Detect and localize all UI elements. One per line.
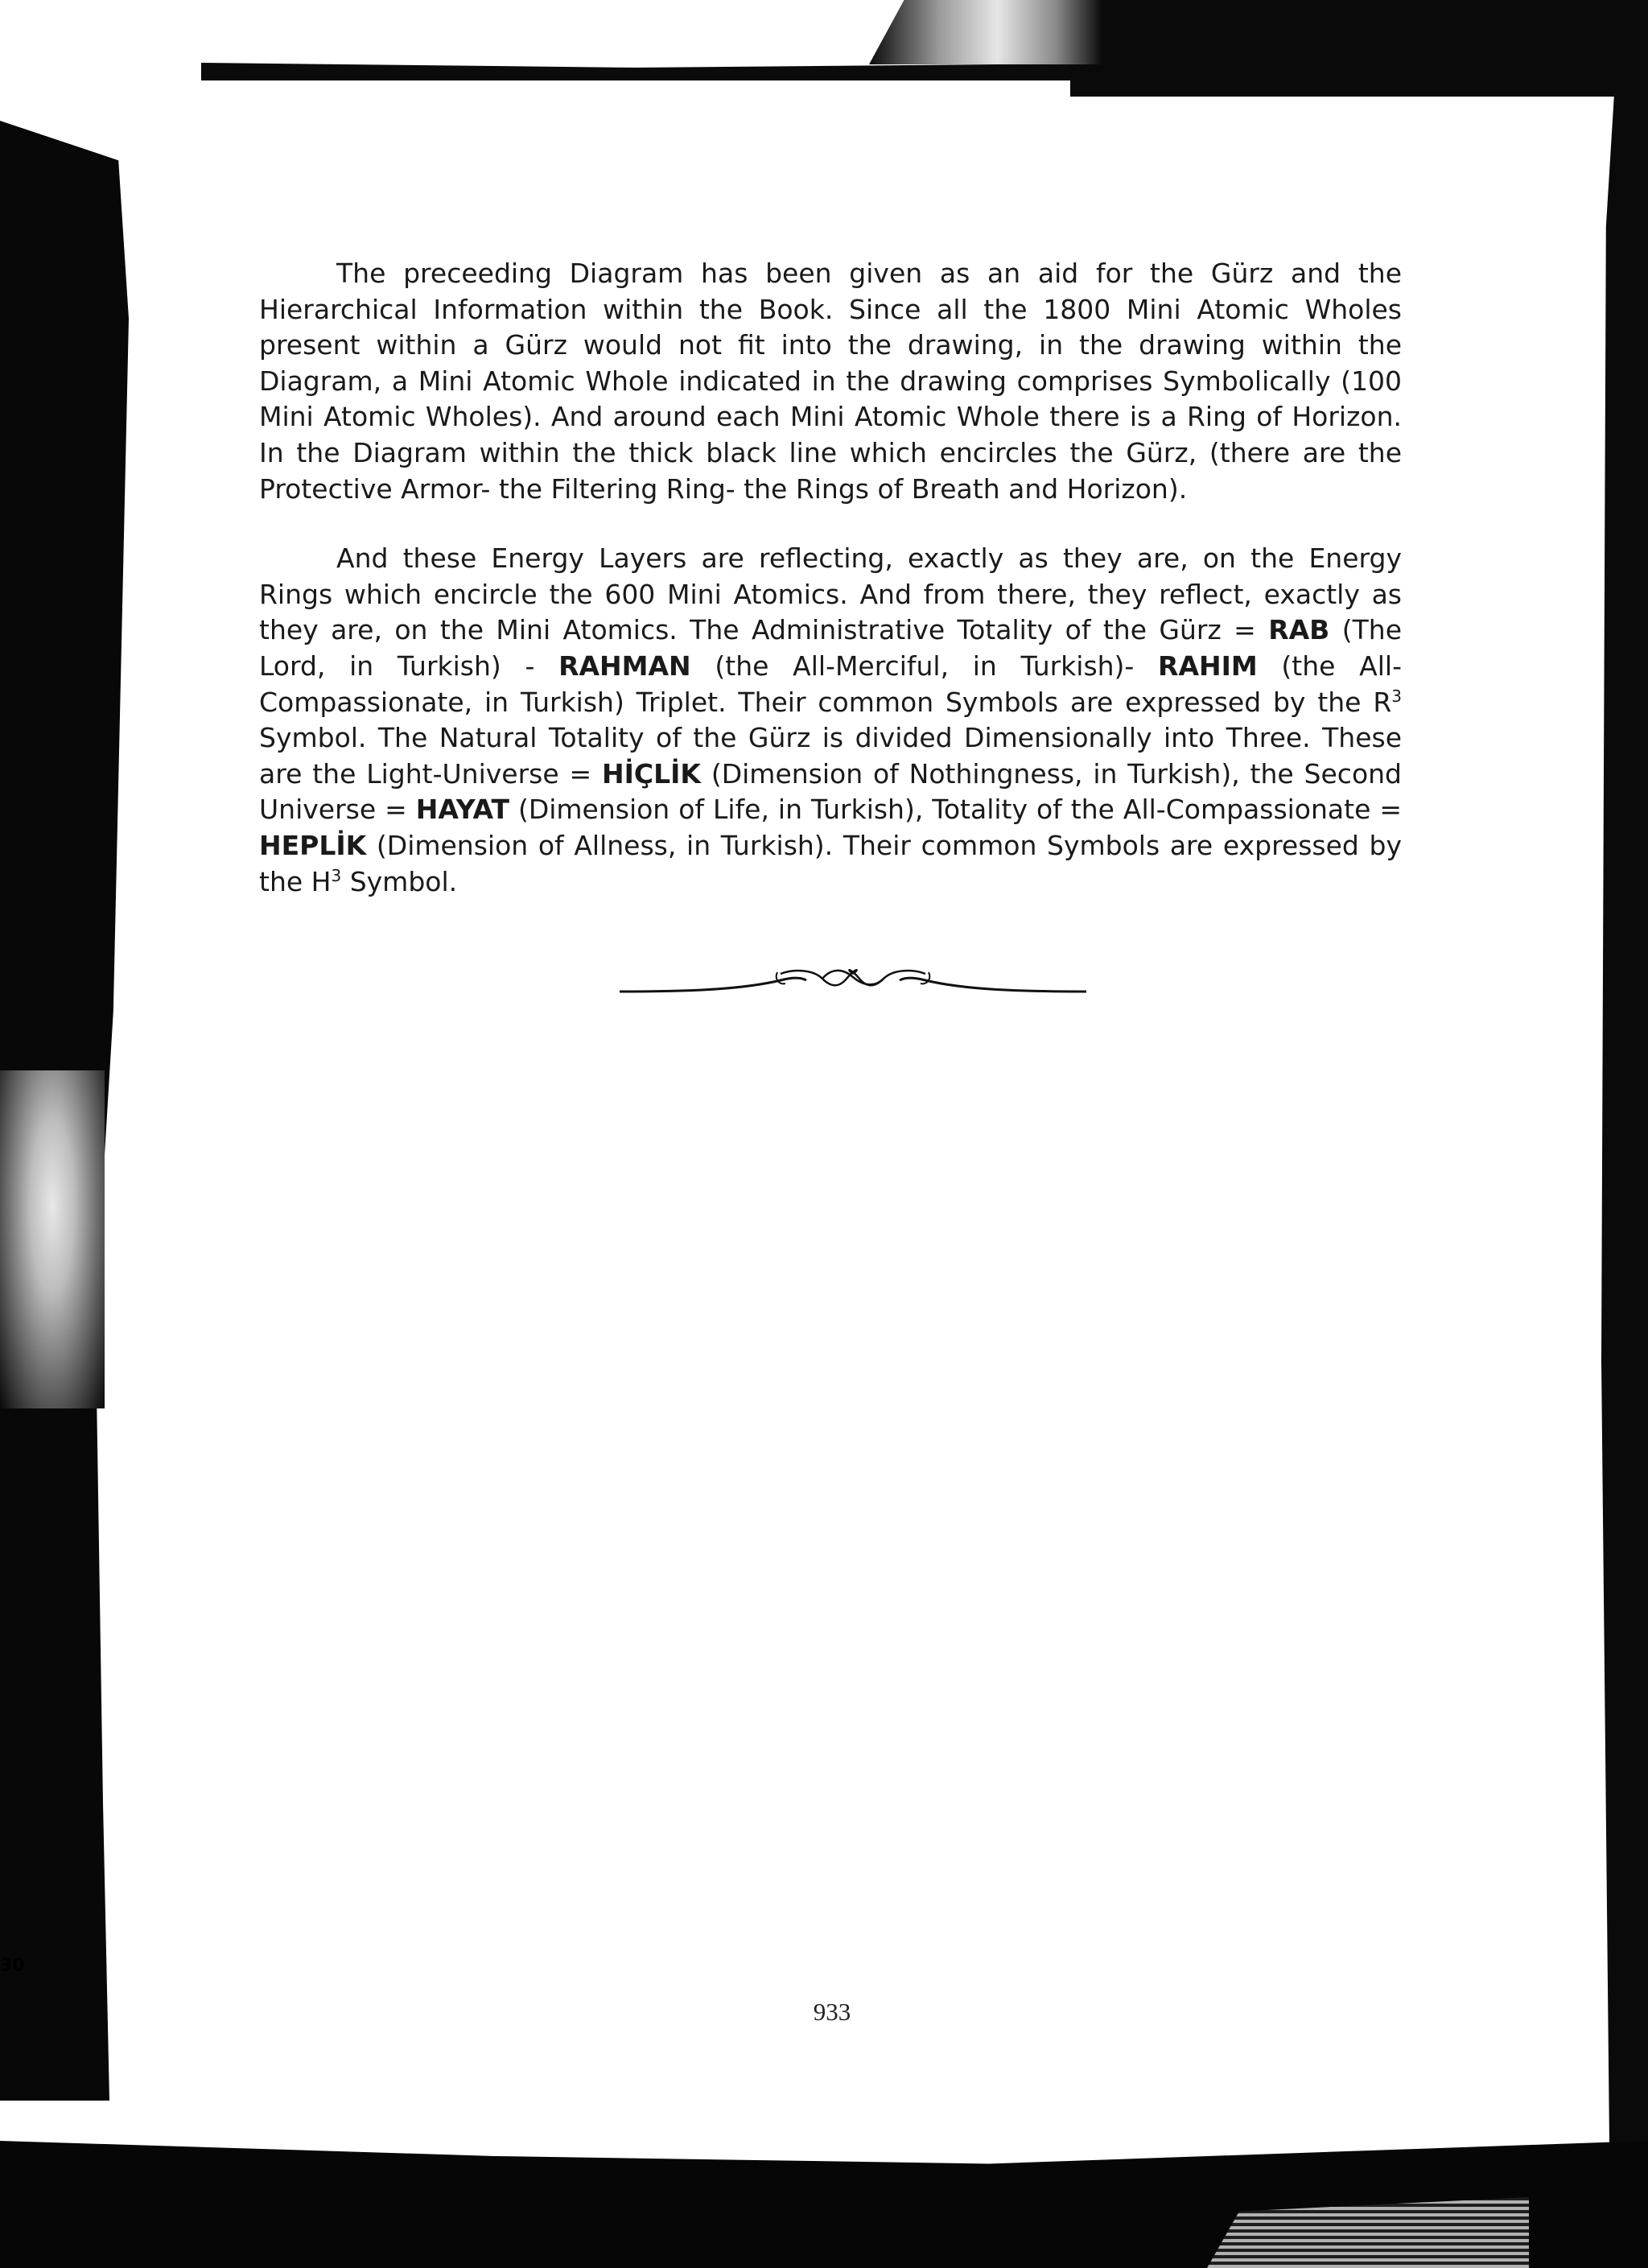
- text-run: (the All-Merciful, in Turkish)-: [690, 649, 1159, 682]
- text-run: (Dimension of Life, in Turkish), Totality of the All-Compassionate =: [509, 794, 1403, 826]
- text-run: (the All-Compassionate, in Turkish) Triplet. Their common Symbols are expressed by the R: [259, 649, 1402, 718]
- superscript-r: 3: [1391, 686, 1402, 706]
- margin-mark: 30: [0, 1956, 25, 1976]
- term-rahman: RAHMAN: [558, 649, 691, 682]
- page-body: [259, 256, 1402, 934]
- page-number: 933: [813, 1998, 851, 2026]
- term-rahim: RAHIM: [1158, 649, 1258, 682]
- text-run: And these Energy Layers are reflecting, exactly as they are, on the Energy Rings which encircle the 600 Mini Atomics. And from there, they reflect, exactly as they are, on the Mini Atomics. The Administrative Totality of the Gürz =: [259, 542, 1402, 646]
- term-hiclik: HİÇLİK: [602, 757, 701, 790]
- term-heplik: HEPLİK: [259, 829, 367, 861]
- text-run: Symbol.: [341, 865, 458, 897]
- superscript-h: 3: [331, 865, 342, 885]
- paragraph-2: [259, 541, 1402, 900]
- text-run: (Dimension of Nothingness, in Turkish), the Second Universe =: [259, 757, 1402, 826]
- paragraph-1: The preceeding Diagram has been given as an aid for the Gürz and the Hierarchical Information within the Book. Since all the 1800 Mini Atomic Wholes present within a Gürz would not fit into the drawing, in the drawing within the Diagram, a Mini Atomic Whole indicated in the drawing comprises Symbolically (100 Mini Atomic Wholes). And around each Mini Atomic Whole there is a Ring of Horizon. In the Diagram within the thick black line which encircles the Gürz, (there are the Protective Armor- the Filtering Ring- the Rings of Breath and Horizon).: [259, 258, 1402, 505]
- scan-border-right: [1601, 0, 1648, 2268]
- term-rab: RAB: [1268, 614, 1330, 646]
- scan-glare-left: [0, 1070, 105, 1408]
- text-run: (The Lord, in Turkish) -: [259, 614, 1402, 682]
- flourish-divider-icon: [620, 950, 1086, 1006]
- scan-border-top-right: [1070, 0, 1648, 97]
- text-run: (Dimension of Allness, in Turkish). Their common Symbols are expressed by the H: [259, 829, 1402, 897]
- scan-glare-top: [869, 0, 1102, 64]
- text-run: Symbol. The Natural Totality of the Gürz is divided Dimensionally into Three. These are the Light-Universe =: [259, 722, 1402, 790]
- term-hayat: HAYAT: [415, 794, 509, 826]
